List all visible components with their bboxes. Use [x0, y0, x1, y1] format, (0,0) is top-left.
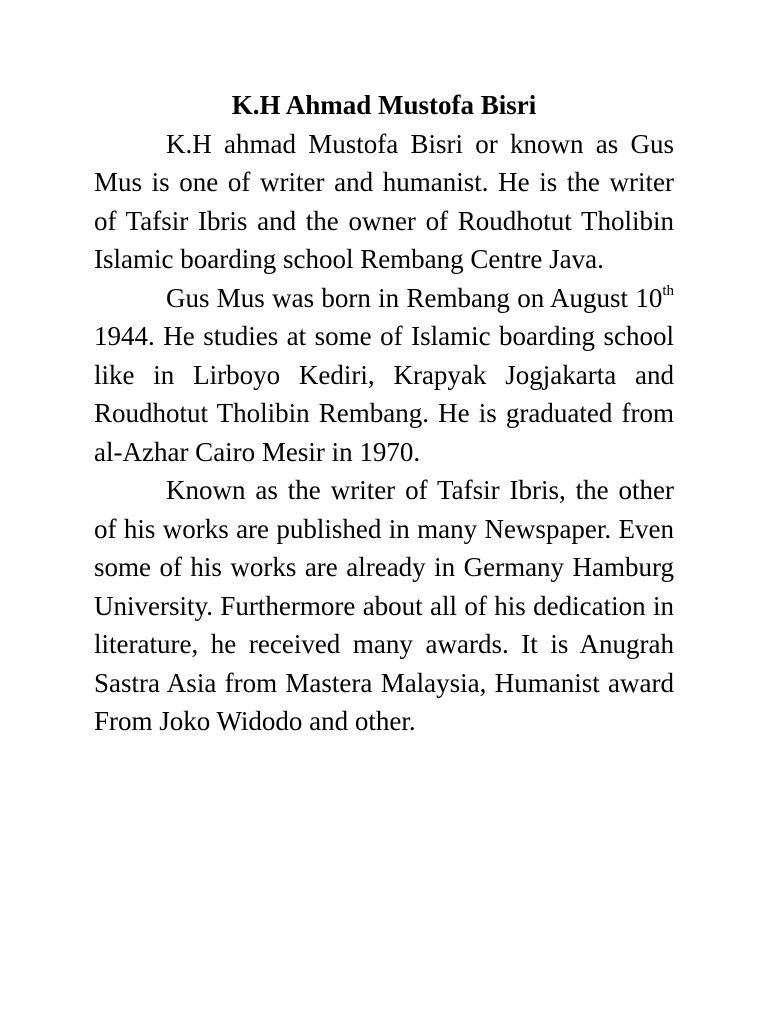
paragraph-biography-start: Gus Mus was born in Rembang on August 10 — [166, 282, 663, 313]
paragraph-works: Known as the writer of Tafsir Ibris, the other of his works are published in many Newspaper. Even some of his works are already in Germany Hamburg University. Furthermore about all of his dedication in literature, he received many awards. It is Anugrah Sastra Asia from Mastera Malaysia, Humanist award From Joko Widodo and other. — [94, 475, 674, 736]
document-body — [94, 86, 674, 741]
document-title: K.H Ahmad Mustofa Bisri — [231, 90, 537, 120]
paragraph-biography-rest: 1944. He studies at some of Islamic boarding school like in Lirboyo Kediri, Krapyak Jogjakarta and Roudhotut Tholibin Rembang. He is graduated from al-Azhar Cairo Mesir in 1970. — [94, 321, 674, 467]
ordinal-suffix: th — [662, 282, 674, 299]
paragraph-biography — [94, 279, 674, 472]
paragraph-intro: K.H ahmad Mustofa Bisri or known as Gus Mus is one of writer and humanist. He is the writer of Tafsir Ibris and the owner of Roudhotut Tholibin Islamic boarding school Rembang Centre Java. — [94, 128, 674, 274]
